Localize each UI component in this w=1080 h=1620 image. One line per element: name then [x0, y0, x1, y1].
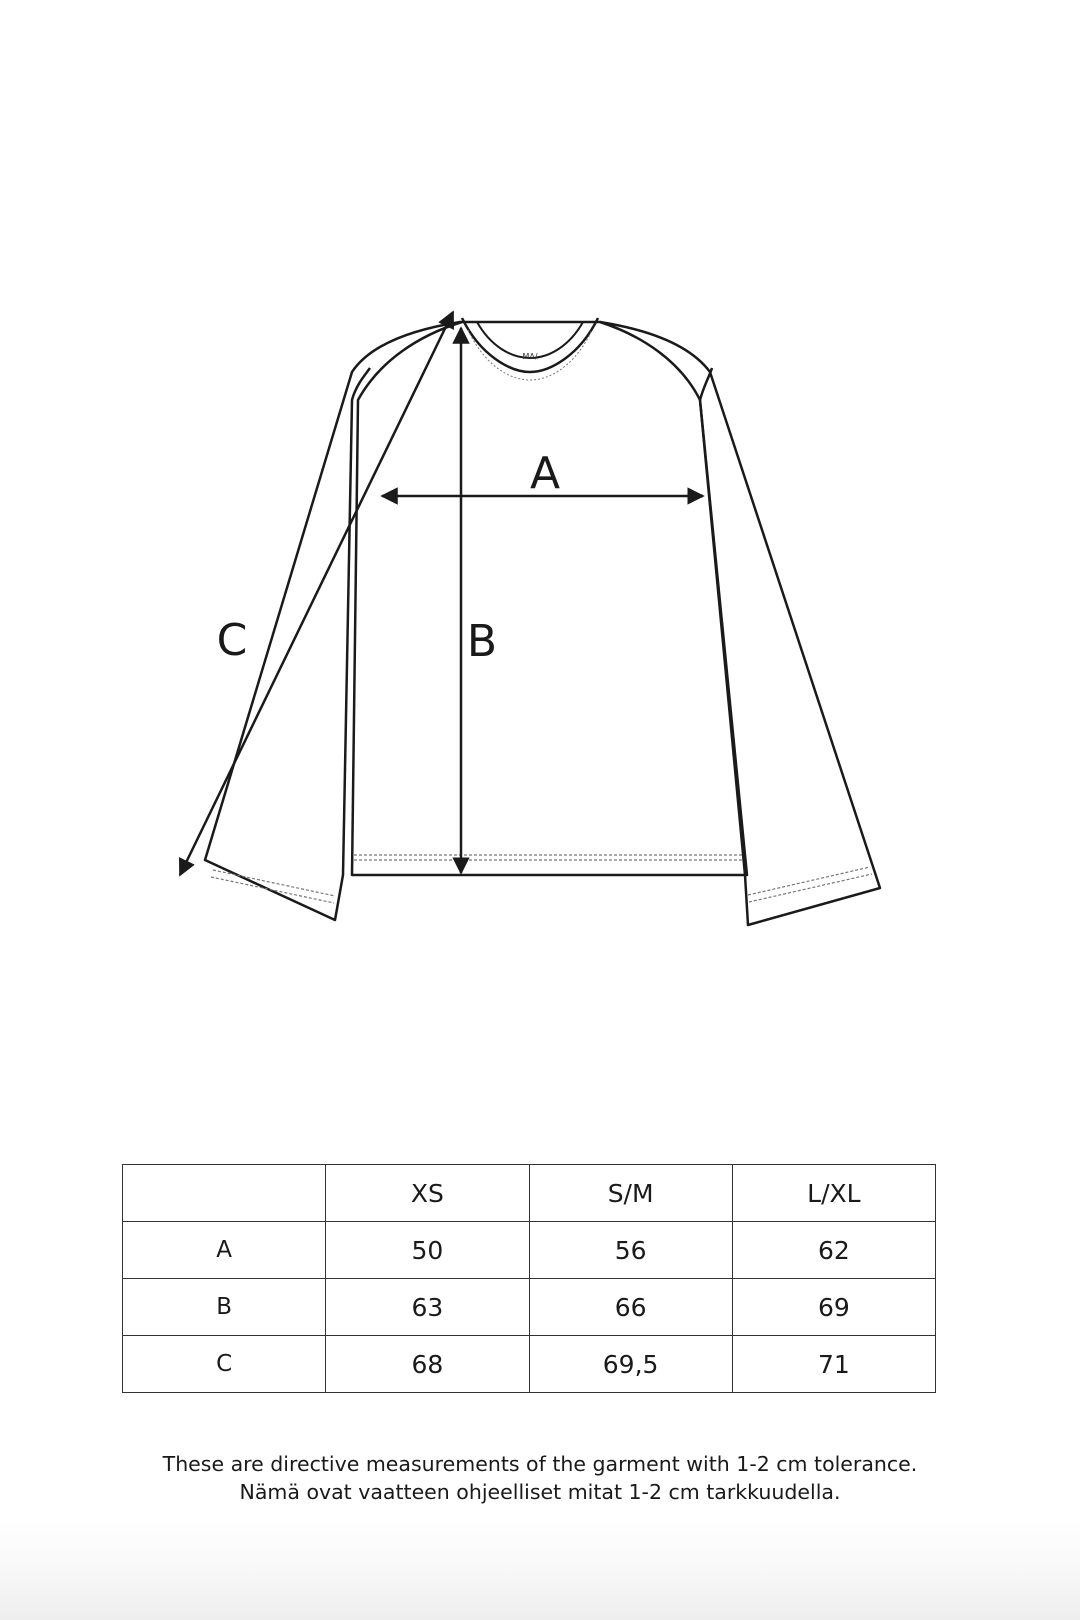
size-table [122, 1164, 936, 1393]
size-table-header-row [123, 1165, 936, 1222]
header-cell-lxl: L/XL [732, 1165, 935, 1222]
measure-c-label: C [216, 615, 248, 666]
table-cell: 66 [529, 1279, 732, 1336]
garment-body [352, 322, 747, 875]
table-row [123, 1336, 936, 1393]
left-cuff-stitch-2 [211, 877, 334, 903]
measure-a-label: A [529, 448, 561, 499]
tolerance-note-english: These are directive measurements of the garment with 1-2 cm tolerance. [162, 1452, 918, 1476]
collar-outer [462, 318, 598, 372]
measure-b-label: B [466, 616, 498, 667]
table-row [123, 1279, 936, 1336]
row-label: B [123, 1279, 326, 1336]
table-cell: 68 [326, 1336, 529, 1393]
table-cell: 63 [326, 1279, 529, 1336]
measure-c-arrow [180, 312, 453, 875]
tolerance-note-finnish: Nämä ovat vaatteen ohjeelliset mitat 1-2 cm tarkkuudella. [239, 1480, 841, 1504]
bottom-fade [0, 1520, 1080, 1620]
table-cell: 69,5 [529, 1336, 732, 1393]
table-cell: 62 [732, 1222, 935, 1279]
table-cell: 71 [732, 1336, 935, 1393]
row-label: A [123, 1222, 326, 1279]
right-cuff-stitch-2 [749, 874, 872, 902]
brand-mark: MA/ [522, 352, 538, 361]
header-cell-xs: XS [326, 1165, 529, 1222]
header-cell-empty [123, 1165, 326, 1222]
table-cell: 56 [529, 1222, 732, 1279]
row-label: C [123, 1336, 326, 1393]
right-cuff-stitch [748, 867, 870, 895]
table-cell: 69 [732, 1279, 935, 1336]
table-cell: 50 [326, 1222, 529, 1279]
header-cell-sm: S/M [529, 1165, 732, 1222]
right-sleeve [600, 322, 880, 925]
table-row [123, 1222, 936, 1279]
